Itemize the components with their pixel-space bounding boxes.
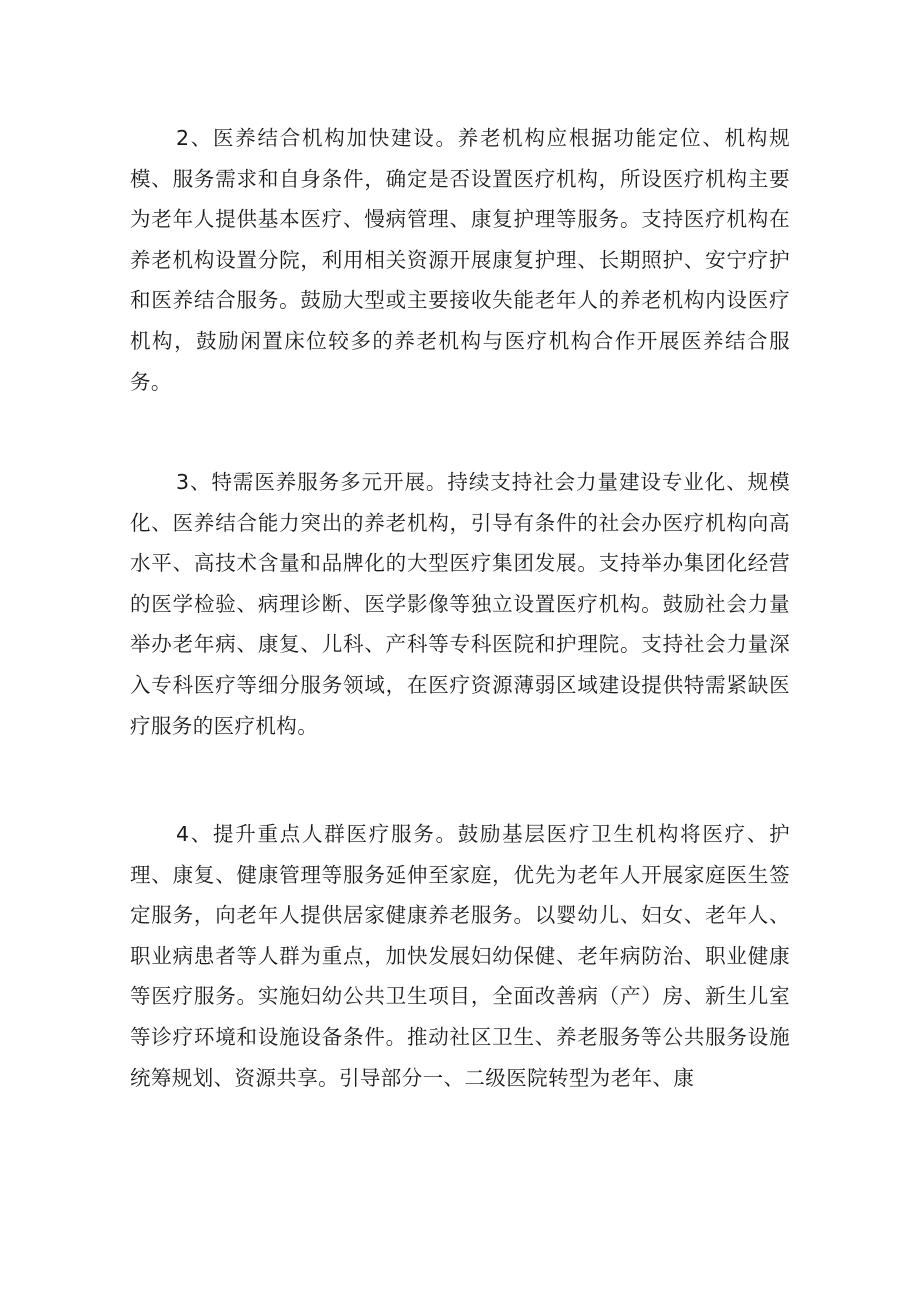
paragraph-key-population-services: 4、提升重点人群医疗服务。鼓励基层医疗卫生机构将医疗、护理、康复、健康管理等服务延伸至家庭，优先为老年人开展家庭医生签定服务，向老年人提供居家健康养老服务。以婴幼儿、妇女、老年人、职业病患者等人群为重点，加快发展妇幼保健、老年病防治、职业健康等医疗服务。实施妇幼公共卫生项目，全面改善病（产）房、新生儿室等诊疗环境和设施设备条件。推动社区卫生、养老服务等公共服务设施统筹规划、资源共享。引导部分一、二级医院转型为老年、康 bbox=[130, 822, 790, 1090]
paragraph-medical-elderly-institutions: 2、医养结合机构加快建设。养老机构应根据功能定位、机构规模、服务需求和自身条件，确定是否设置医疗机构，所设医疗机构主要为老年人提供基本医疗、慢病管理、康复护理等服务。支持医疗机构在养老机构设置分院，利用相关资源开展康复护理、长期照护、安宁疗护和医养结合服务。鼓励大型或主要接收失能老年人的养老机构内设医疗机构，鼓励闲置床位较多的养老机构与医疗机构合作开展医养结合服务。 bbox=[130, 126, 790, 394]
paragraph-special-medical-services: 3、特需医养服务多元开展。持续支持社会力量建设专业化、规模化、医养结合能力突出的养老机构，引导有条件的社会办医疗机构向高水平、高技术含量和品牌化的大型医疗集团发展。支持举办集团化经营的医学检验、病理诊断、医学影像等独立设置医疗机构。鼓励社会力量举办老年病、康复、儿科、产科等专科医院和护理院。支持社会力量深入专科医疗等细分服务领域，在医疗资源薄弱区域建设提供特需紧缺医疗服务的医疗机构。 bbox=[130, 470, 790, 738]
